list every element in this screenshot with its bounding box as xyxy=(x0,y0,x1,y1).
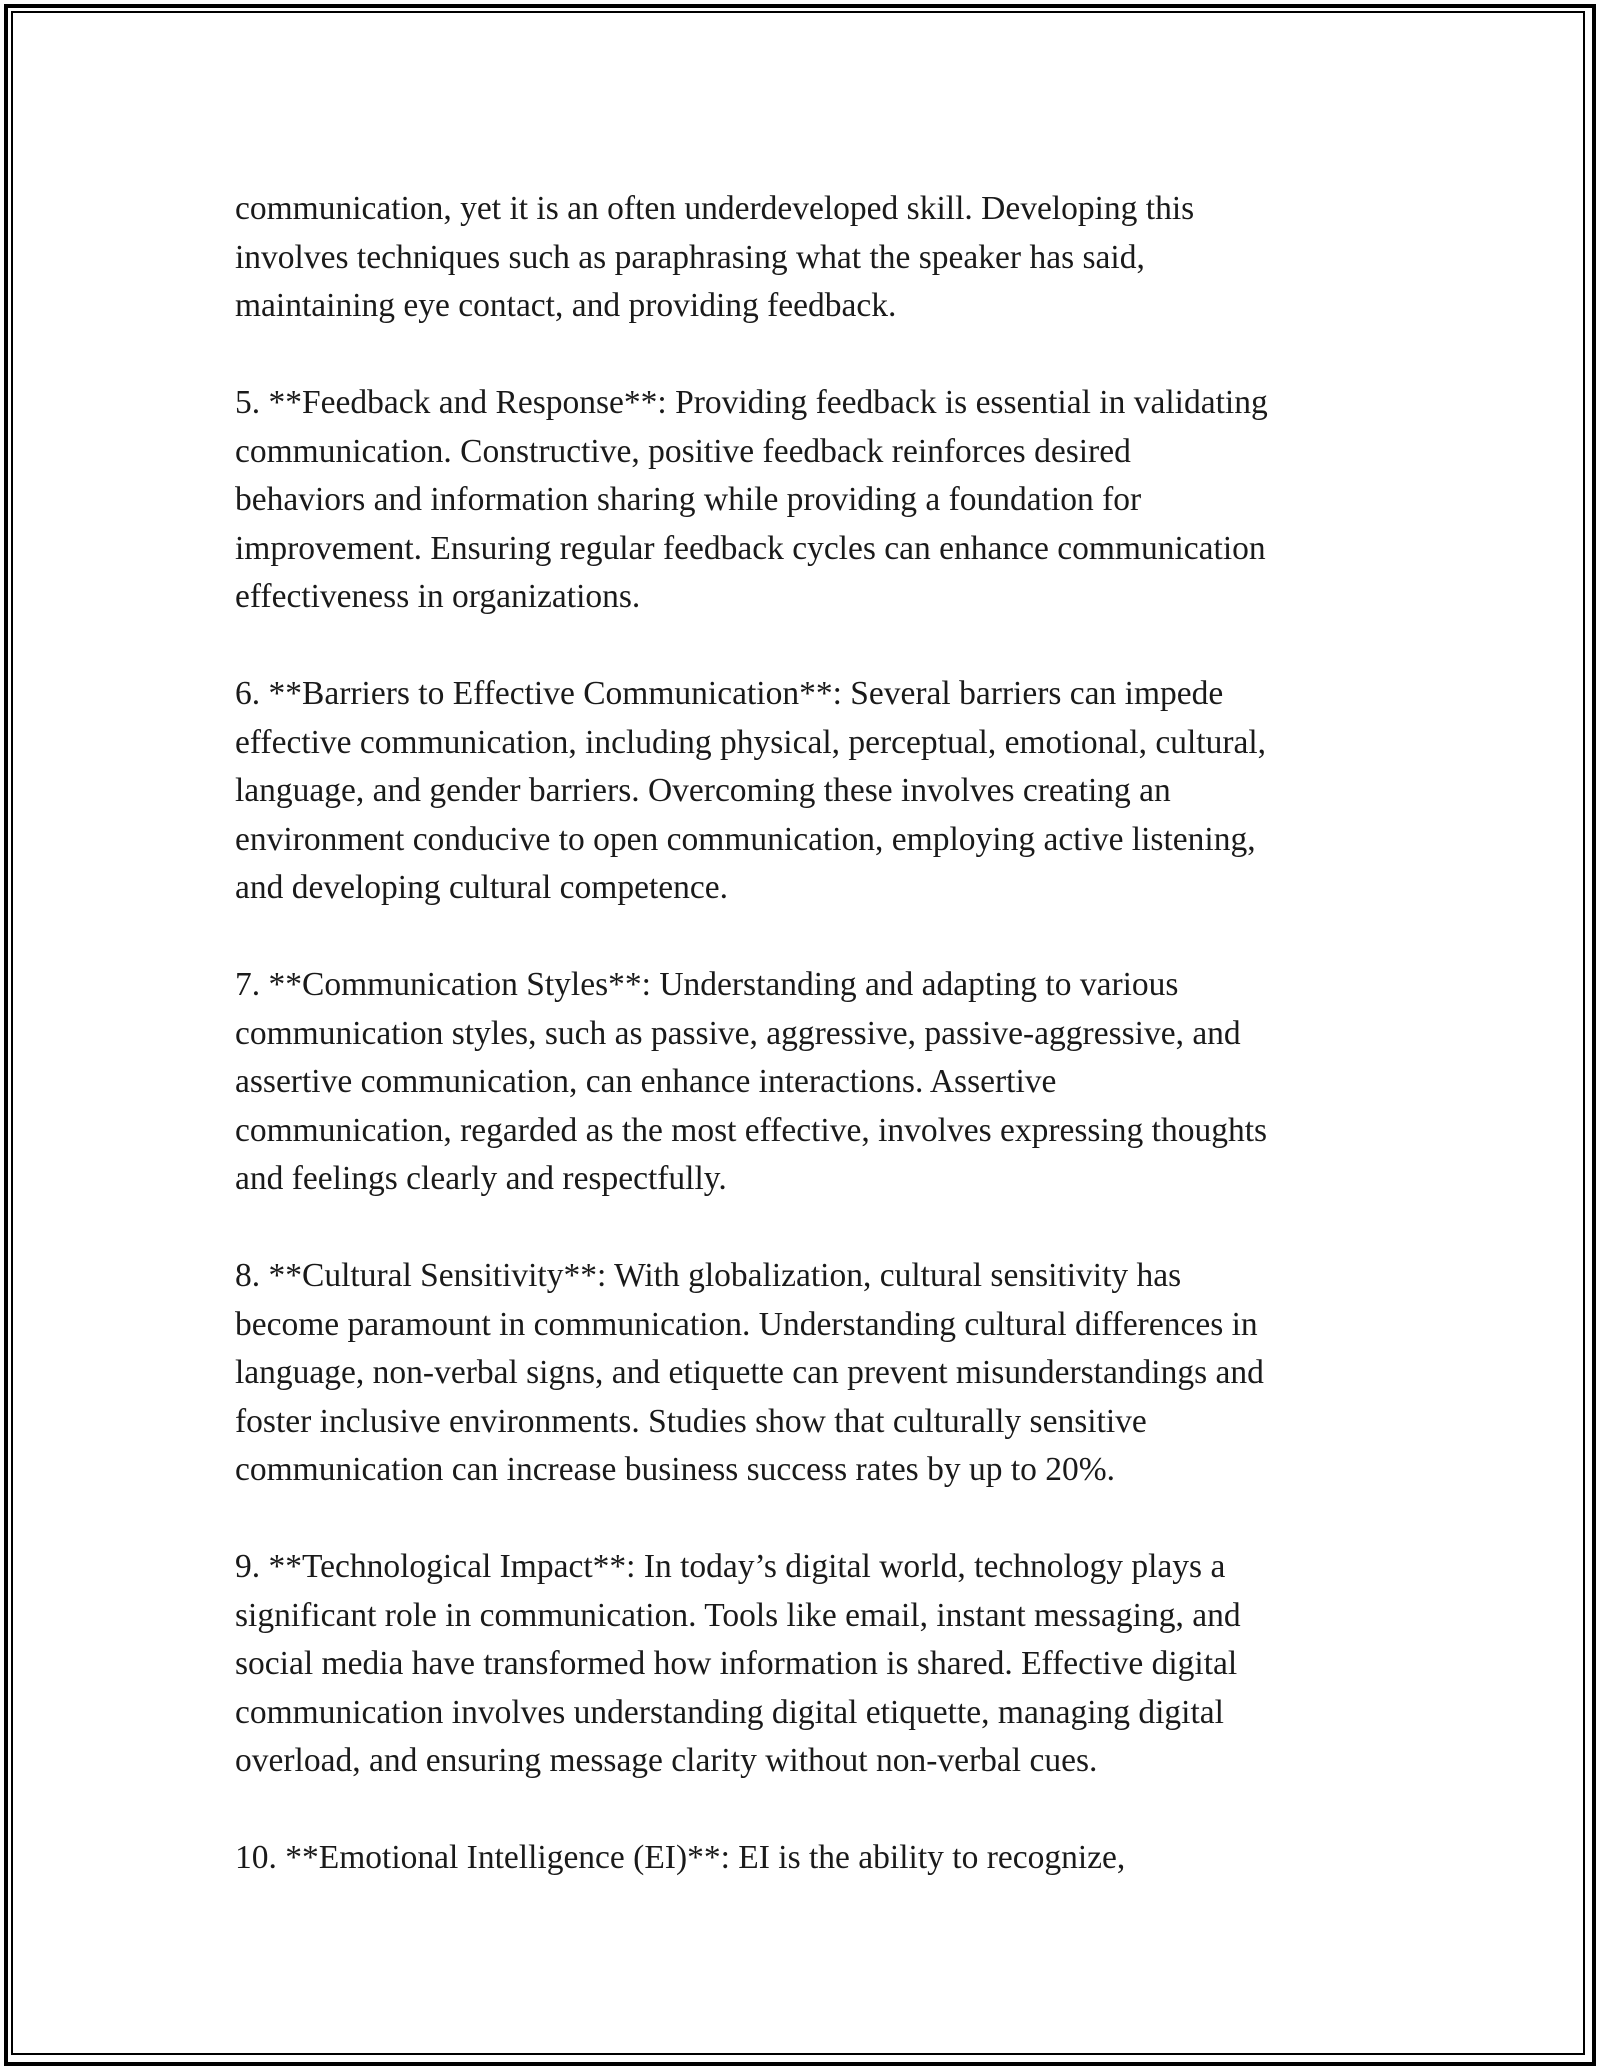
paragraph-barriers xyxy=(235,670,1385,913)
text-line: language, non-verbal signs, and etiquette can prevent misunderstandings and xyxy=(235,1354,1264,1391)
text-line: significant role in communication. Tools like email, instant messaging, and xyxy=(235,1596,1241,1634)
text-line: communication, yet it is an often underdeveloped skill. Developing this xyxy=(235,190,1195,227)
text-line: 9. **Technological Impact**: In today’s digital world, technology plays a xyxy=(235,1548,1226,1585)
text-line: 8. **Cultural Sensitivity**: With globalization, cultural sensitivity has xyxy=(235,1257,1182,1294)
text-line: assertive communication, can enhance interactions. Assertive xyxy=(235,1063,1057,1100)
text-line: 6. **Barriers to Effective Communication**: Several barriers can impede xyxy=(235,675,1224,712)
text-line: environment conducive to open communication, employing active listening, xyxy=(235,820,1256,858)
text-line: involves techniques such as paraphrasing what the speaker has said, xyxy=(235,238,1145,276)
text-line: language, and gender barriers. Overcoming these involves creating an xyxy=(235,772,1171,809)
text-line: communication, regarded as the most effective, involves expressing thoughts xyxy=(235,1111,1268,1149)
paragraph-feedback-and-response xyxy=(235,379,1385,622)
paragraph-communication-styles xyxy=(235,961,1385,1204)
text-line: behaviors and information sharing while providing a foundation for xyxy=(235,481,1142,518)
text-line: effective communication, including physical, perceptual, emotional, cultural, xyxy=(235,723,1267,761)
paragraph-active-listening-continued xyxy=(235,185,1385,331)
text-line: foster inclusive environments. Studies show that culturally sensitive xyxy=(235,1402,1147,1440)
paragraph-emotional-intelligence xyxy=(235,1834,1385,1883)
text-line: and feelings clearly and respectfully. xyxy=(235,1160,727,1197)
text-line: become paramount in communication. Understanding cultural differences in xyxy=(235,1305,1258,1343)
text-line: and developing cultural competence. xyxy=(235,869,728,906)
text-line: overload, and ensuring message clarity without non-verbal cues. xyxy=(235,1742,1098,1779)
document-body xyxy=(235,185,1385,1931)
text-line: social media have transformed how information is shared. Effective digital xyxy=(235,1645,1238,1682)
text-line: 5. **Feedback and Response**: Providing feedback is essential in validating xyxy=(235,384,1268,421)
text-line: communication styles, such as passive, aggressive, passive-aggressive, and xyxy=(235,1014,1241,1052)
text-line: 7. **Communication Styles**: Understanding and adapting to various xyxy=(235,966,1179,1003)
text-line: communication involves understanding digital etiquette, managing digital xyxy=(235,1693,1224,1731)
text-line: effectiveness in organizations. xyxy=(235,578,641,615)
text-line: maintaining eye contact, and providing feedback. xyxy=(235,287,897,324)
text-line: communication can increase business success rates by up to 20%. xyxy=(235,1451,1116,1488)
paragraph-technological-impact xyxy=(235,1543,1385,1786)
paragraph-cultural-sensitivity xyxy=(235,1252,1385,1495)
text-line: communication. Constructive, positive feedback reinforces desired xyxy=(235,432,1131,470)
text-line: 10. **Emotional Intelligence (EI)**: EI is the ability to recognize, xyxy=(235,1839,1126,1876)
text-line: improvement. Ensuring regular feedback cycles can enhance communication xyxy=(235,529,1266,567)
